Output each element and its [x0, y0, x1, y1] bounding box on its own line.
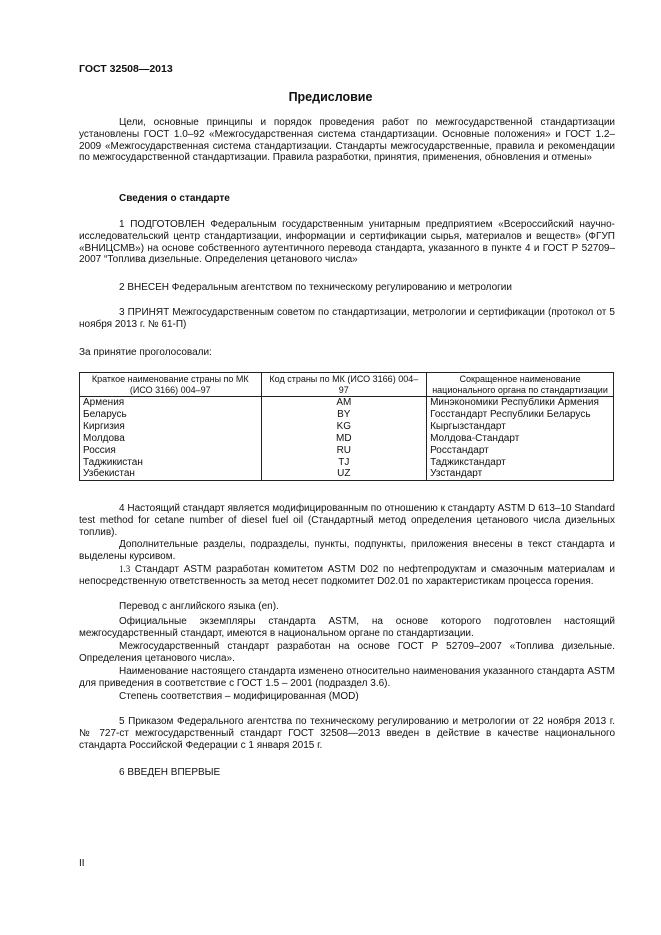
- country-cell: Россия: [80, 445, 262, 457]
- intro-paragraph: Цели, основные принципы и порядок проведения работ по межгосударственной стандартизации установлены ГОСТ 1.0–92 «Межгосударственная система стандартизации. Основные положения» и ГОСТ 1.2–2009 «Межгосударственная система стандартизации. Стандарты межгосударственные, правила и рекомендации по межгосударственной стандартизации. Правила разработки, принятия, применения, обновления и отмены»: [79, 117, 615, 164]
- code-cell: RU: [261, 445, 427, 457]
- item-3-paragraph: 3 ПРИНЯТ Межгосударственным советом по стандартизации, метрологии и сертификации (протокол от 5 ноября 2013 г. № 61-П): [79, 307, 615, 330]
- table-row: [80, 433, 614, 445]
- item-4-name-change: Наименование настоящего стандарта изменено относительно наименования указанного стандарта ASTM для приведения в соответствие с ГОСТ 1.5 – 2001 (подраздел 3.6).: [79, 666, 615, 689]
- section-title: Сведения о стандарте: [119, 193, 230, 204]
- header-country: Краткое наименование страны по МК (ИСО 3166) 004–97: [80, 373, 262, 397]
- code-cell: MD: [261, 433, 427, 445]
- item-1-paragraph: 1 ПОДГОТОВЛЕН Федеральным государственным унитарным предприятием «Всероссийский научно-исследовательский центр стандартизации, информации и сертификации сырья, материалов и веществ» (ФГУП «ВНИЦСМВ») на основе собственного аутентичного перевода стандарта, указанного в пункте 4 и ГОСТ Р 52709–2007 “Топлива дизельные. Определения цетанового числа»: [79, 219, 615, 266]
- code-cell: UZ: [261, 468, 427, 480]
- body-cell: Госстандарт Республики Беларусь: [427, 409, 614, 421]
- body-cell: Минэкономики Республики Армения: [427, 397, 614, 409]
- committee-text: Стандарт ASTM разработан комитетом ASTM D02 по нефтепродуктам и смазочным материалам и непосредственную ответственность за метод несет подкомитет D02.01 по характеристикам процесса горения.: [79, 564, 615, 587]
- item-4-additional-sections: Дополнительные разделы, подразделы, пункты, подпункты, приложения внесены в текст стандарта и выделены курсивом.: [79, 539, 615, 562]
- page-number: II: [79, 858, 85, 869]
- item-4-translation: Перевод с английского языка (en).: [119, 601, 279, 612]
- member-countries-table: [79, 372, 614, 481]
- item-4-basis: Межгосударственный стандарт разработан на основе ГОСТ Р 52709–2007 «Топлива дизельные. Определения цетанового числа».: [79, 641, 615, 664]
- table-row: [80, 445, 614, 457]
- vote-label: За принятие проголосовали:: [79, 347, 212, 358]
- item-5-paragraph: 5 Приказом Федерального агентства по техническому регулированию и метрологии от 22 ноября 2013 г. № 727-ст межгосударственный стандарт ГОСТ 32508—2013 введен в действие в качестве национального стандарта Российской Федерации с 1 января 2015 г.: [79, 716, 615, 751]
- item-4-paragraph: 4 Настоящий стандарт является модифицированным по отношению к стандарту ASTM D 613–10 Standard test method for cetane number of diesel fuel oil (Стандартный метод определения цетанового числа дизельных топлив).: [79, 503, 615, 538]
- country-cell: Беларусь: [80, 409, 262, 421]
- body-cell: Росстандарт: [427, 445, 614, 457]
- body-cell: Таджикстандарт: [427, 457, 614, 469]
- table-row: [80, 468, 614, 480]
- header-body: Сокращенное наименование национального органа по стандартизации: [427, 373, 614, 397]
- country-cell: Узбекистан: [80, 468, 262, 480]
- item-2-paragraph: 2 ВНЕСЕН Федеральным агентством по техническому регулированию и метрологии: [119, 282, 512, 293]
- table-row: [80, 421, 614, 433]
- item-4-committee-paragraph: [79, 564, 615, 588]
- document-code: ГОСТ 32508—2013: [79, 63, 173, 75]
- country-cell: Армения: [80, 397, 262, 409]
- body-cell: Молдова-Стандарт: [427, 433, 614, 445]
- clause-number: 1.3: [119, 564, 131, 574]
- body-cell: Узстандарт: [427, 468, 614, 480]
- country-cell: Таджикистан: [80, 457, 262, 469]
- table-row: [80, 409, 614, 421]
- code-cell: KG: [261, 421, 427, 433]
- page-title: Предисловие: [288, 90, 373, 104]
- country-cell: Киргизия: [80, 421, 262, 433]
- table-header-row: [80, 373, 614, 397]
- country-cell: Молдова: [80, 433, 262, 445]
- code-cell: TJ: [261, 457, 427, 469]
- table-row: [80, 457, 614, 469]
- item-4-official-copies: Официальные экземпляры стандарта ASTM, на основе которого подготовлен настоящий межгосударственный стандарт, имеются в национальном органе по стандартизации.: [79, 616, 615, 639]
- body-cell: Кыргызстандарт: [427, 421, 614, 433]
- code-cell: BY: [261, 409, 427, 421]
- item-4-conformity-degree: Степень соответствия – модифицированная (MOD): [119, 691, 359, 702]
- table-row: [80, 397, 614, 409]
- code-cell: AM: [261, 397, 427, 409]
- item-6-paragraph: 6 ВВЕДЕН ВПЕРВЫЕ: [119, 767, 221, 778]
- header-code: Код страны по МК (ИСО 3166) 004–97: [261, 373, 427, 397]
